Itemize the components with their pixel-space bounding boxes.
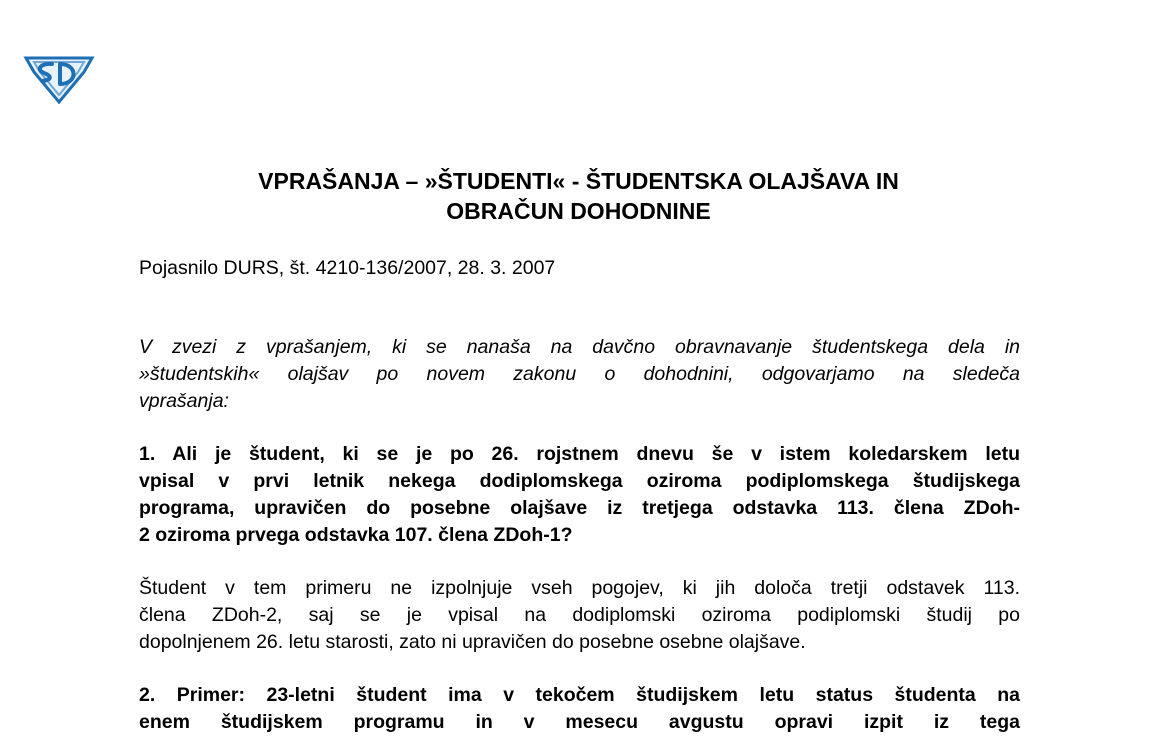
question-1-line: programa, upravičen do posebne olajšave iz tretjega odstavka 113. člena ZDoh- xyxy=(139,497,1020,519)
intro-paragraph xyxy=(139,334,1020,415)
question-1-line: 1. Ali je študent, ki se je po 26. rojstnem dnevu še v istem koledarskem letu xyxy=(139,443,1020,465)
question-2 xyxy=(139,682,1020,736)
document-title-line-2: OBRAČUN DOHODNINE xyxy=(446,198,711,224)
answer-1-line: Študent v tem primeru ne izpolnjuje vseh pogojev, ki jih določa tretji odstavek 113. xyxy=(139,577,1020,599)
source-reference: Pojasnilo DURS, št. 4210-136/2007, 28. 3. 2007 xyxy=(139,257,556,279)
question-2-line: enem študijskem programu in v mesecu avgustu opravi izpit iz tega xyxy=(139,711,1020,733)
answer-1-line: dopolnjenem 26. letu starosti, zato ni upravičen do posebne osebne olajšave. xyxy=(139,631,806,653)
question-1-line: vpisal v prvi letnik nekega dodiplomskega oziroma podiplomskega študijskega xyxy=(139,470,1020,492)
intro-line: vprašanja: xyxy=(139,390,229,412)
intro-line: V zvezi z vprašanjem, ki se nanaša na davčno obravnavanje študentskega dela in xyxy=(139,336,1020,358)
document-title-line-1: VPRAŠANJA – »ŠTUDENTI« - ŠTUDENTSKA OLAJŠAVA IN xyxy=(258,168,899,194)
question-1 xyxy=(139,441,1020,549)
answer-1 xyxy=(139,575,1020,656)
question-2-line: 2. Primer: 23-letni študent ima v tekočem študijskem letu status študenta na xyxy=(139,684,1020,706)
intro-line: »študentskih« olajšav po novem zakonu o dohodnini, odgovarjamo na sledeča xyxy=(139,363,1020,385)
sd-logo xyxy=(22,50,96,104)
answer-1-line: člena ZDoh-2, saj se je vpisal na dodiplomski oziroma podiplomski študij po xyxy=(139,604,1020,626)
question-1-line: 2 oziroma prvega odstavka 107. člena ZDoh-1? xyxy=(139,524,573,546)
